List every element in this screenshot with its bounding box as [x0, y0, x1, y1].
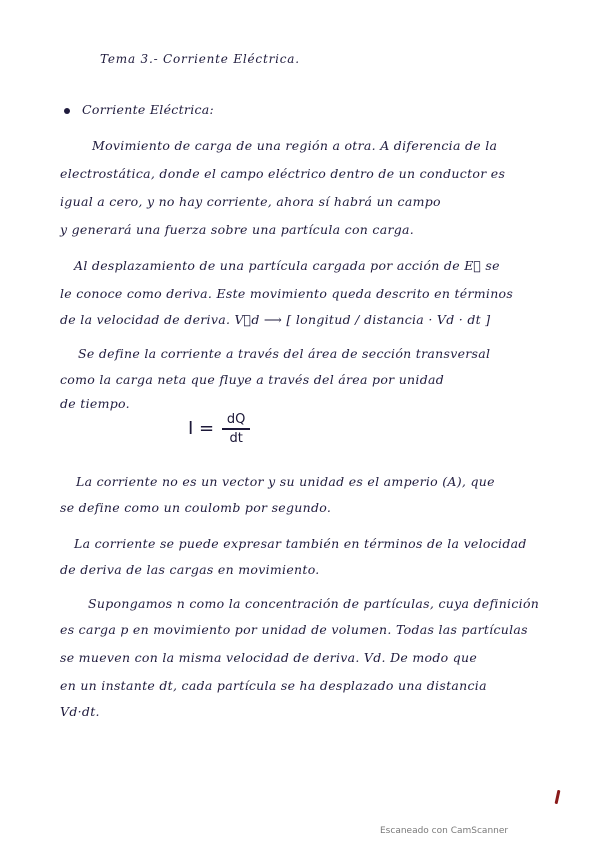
paragraph-line: Se define la corriente a través del área de sección transversal [78, 346, 491, 361]
paragraph-line: de tiempo. [60, 396, 130, 411]
paragraph-line: de deriva de las cargas en movimiento. [60, 562, 320, 577]
paragraph-line: en un instante dt, cada partícula se ha desplazado una distancia [60, 678, 487, 693]
section-heading: Corriente Eléctrica: [82, 102, 215, 117]
formula-numerator: dQ [226, 412, 246, 427]
pen-mark [555, 790, 561, 804]
formula-fraction [222, 412, 250, 446]
paragraph-line: es carga p en movimiento por unidad de volumen. Todas las partículas [60, 622, 528, 637]
paragraph-line: electrostática, donde el campo eléctrico dentro de un conductor es [60, 166, 506, 181]
current-formula [188, 412, 250, 446]
paragraph-line: Movimiento de carga de una región a otra. A diferencia de la [92, 138, 498, 153]
paragraph-line: Al desplazamiento de una partícula cargada por acción de E⃗ se [74, 258, 500, 273]
fraction-bar [222, 428, 250, 430]
paragraph-line: se mueven con la misma velocidad de deriva. Vd. De modo que [60, 650, 478, 665]
paragraph-line: igual a cero, y no hay corriente, ahora sí habrá un campo [60, 194, 441, 209]
paragraph-line: se define como un coulomb por segundo. [60, 500, 332, 515]
bullet-icon [64, 108, 70, 114]
paragraph-line: como la carga neta que fluye a través del área por unidad [60, 372, 445, 387]
paragraph-line: de la velocidad de deriva. V⃗d ⟶ [ longitud / distancia · Vd · dt ] [60, 312, 491, 327]
paragraph-line: le conoce como deriva. Este movimiento queda descrito en términos [60, 286, 514, 301]
paragraph-line: La corriente se puede expresar también en términos de la velocidad [74, 536, 527, 551]
paragraph-line: La corriente no es un vector y su unidad es el amperio (A), que [76, 474, 495, 489]
page-title: Tema 3.- Corriente Eléctrica. [100, 52, 300, 66]
paragraph-line: Supongamos n como la concentración de partículas, cuya definición [88, 596, 540, 611]
scanner-watermark: Escaneado con CamScanner [380, 826, 509, 836]
formula-denominator: dt [229, 430, 243, 446]
paragraph-line: y generará una fuerza sobre una partícula con carga. [60, 222, 415, 237]
formula-lhs: I = [188, 418, 215, 440]
paragraph-line: Vd·dt. [60, 704, 100, 719]
